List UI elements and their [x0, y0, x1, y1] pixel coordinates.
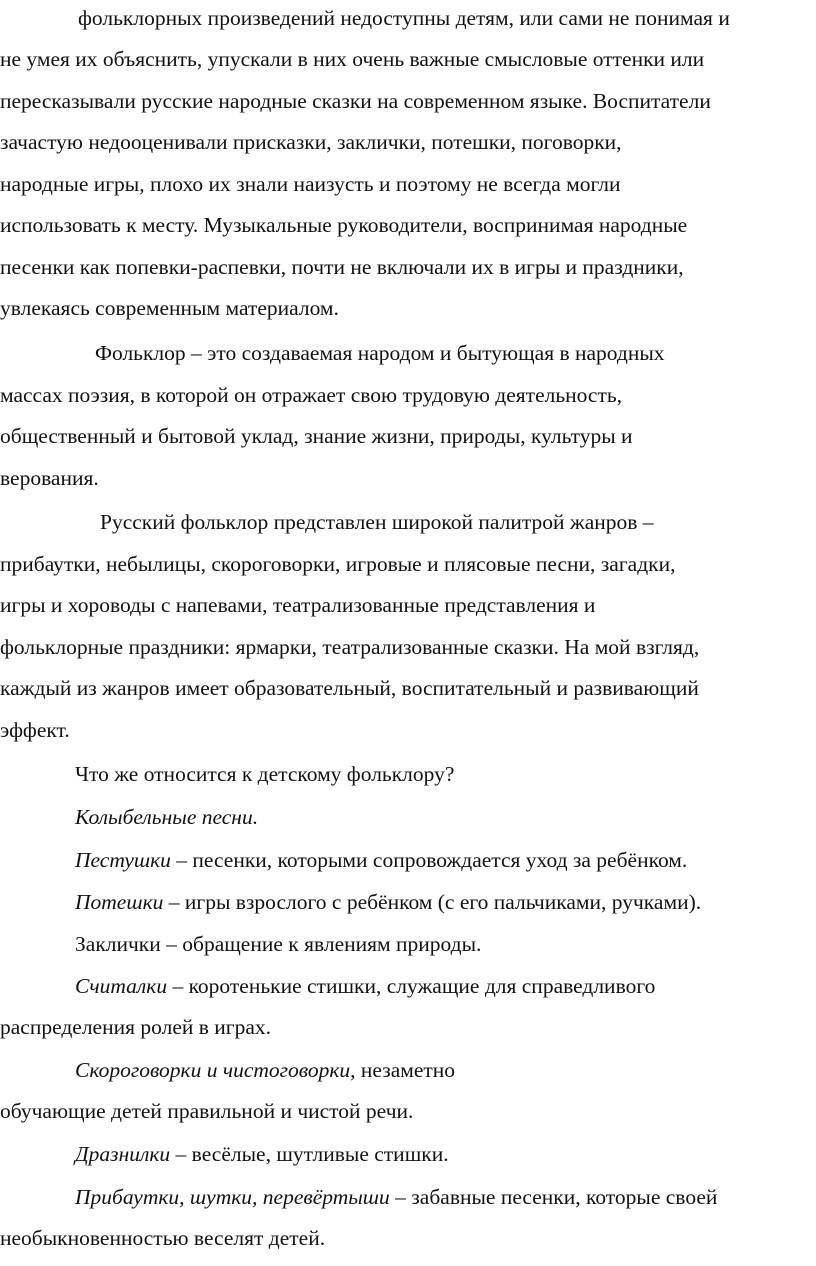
- p1-line-3: пересказывали русские народные сказки на современном языке. Воспитатели: [0, 89, 711, 113]
- p1-line-4: зачастую недооценивали присказки, заклички, потешки, поговорки,: [0, 130, 622, 154]
- p1-line-5: народные игры, плохо их знали наизусть и поэтому не всегда могли: [0, 172, 621, 196]
- p1-line-1: фольклорных произведений недоступны детям, или сами не понимая и: [78, 6, 730, 30]
- p2-line-2: массах поэзия, в которой он отражает свою трудовую деятельность,: [0, 383, 623, 407]
- genre-pestushki: [75, 846, 687, 874]
- genre-desc: – коротенькие стишки, служащие для справедливого: [167, 974, 656, 998]
- p3-line-2: прибаутки, небылицы, скороговорки, игровые и плясовые песни, загадки,: [0, 552, 676, 576]
- question-line: Что же относится к детскому фольклору?: [75, 762, 455, 786]
- genre-desc: – игры взрослого с ребёнком (с его пальчиками, ручками).: [163, 890, 702, 914]
- genre-lullabies: Колыбельные песни.: [75, 805, 259, 829]
- genre-desc: – песенки, которыми сопровождается уход за ребёнком.: [170, 848, 688, 872]
- p3-line-4: фольклорные праздники: ярмарки, театрализованные сказки. На мой взгляд,: [0, 635, 700, 659]
- p3-line-5: каждый из жанров имеет образовательный, воспитательный и развивающий: [0, 676, 699, 700]
- genre-term: Прибаутки, шутки, перевёртыши: [75, 1185, 390, 1209]
- genre-schitalki: [75, 972, 655, 1000]
- p3-line-3: игры и хороводы с напевами, театрализованные представления и: [0, 593, 596, 617]
- p1-line-7: песенки как попевки-распевки, почти не включали их в игры и праздники,: [0, 255, 684, 279]
- genre-term: Скороговорки и чистоговорки: [75, 1058, 351, 1082]
- genre-term: Пестушки: [75, 848, 171, 872]
- genre-draznilki: [75, 1140, 449, 1168]
- genre-zaklichki: Заклички – обращение к явлениям природы.: [75, 932, 482, 956]
- genre-poteshki: [75, 888, 701, 916]
- p1-line-6: использовать к месту. Музыкальные руководители, воспринимая народные: [0, 213, 688, 237]
- p3-line-6: эффект.: [0, 718, 70, 742]
- genre-term: Дразнилки: [75, 1142, 171, 1166]
- genre-desc: , незаметно: [350, 1058, 456, 1082]
- genre-schitalki-cont: распределения ролей в играх.: [0, 1015, 272, 1039]
- genre-desc: – весёлые, шутливые стишки.: [170, 1142, 449, 1166]
- p1-line-2: не умея их объяснить, упускали в них очень важные смысловые оттенки или: [0, 47, 705, 71]
- p2-line-1: Фольклор – это создаваемая народом и бытующая в народных: [95, 341, 665, 365]
- genre-desc: – забавные песенки, которые своей: [389, 1185, 718, 1209]
- genre-term: Потешки: [75, 890, 164, 914]
- p1-line-8: увлекаясь современным материалом.: [0, 296, 339, 320]
- genre-term: Считалки: [75, 974, 168, 998]
- genre-skorogovorki: [75, 1056, 455, 1084]
- p2-line-3: общественный и бытовой уклад, знание жизни, природы, культуры и: [0, 424, 633, 448]
- p3-line-1: Русский фольклор представлен широкой палитрой жанров –: [100, 510, 654, 534]
- genre-pribautki-cont: необыкновенностью веселят детей.: [0, 1226, 326, 1250]
- genre-skorogovorki-cont: обучающие детей правильной и чистой речи.: [0, 1099, 414, 1123]
- genre-pribautki: [75, 1183, 717, 1211]
- p2-line-4: верования.: [0, 466, 99, 490]
